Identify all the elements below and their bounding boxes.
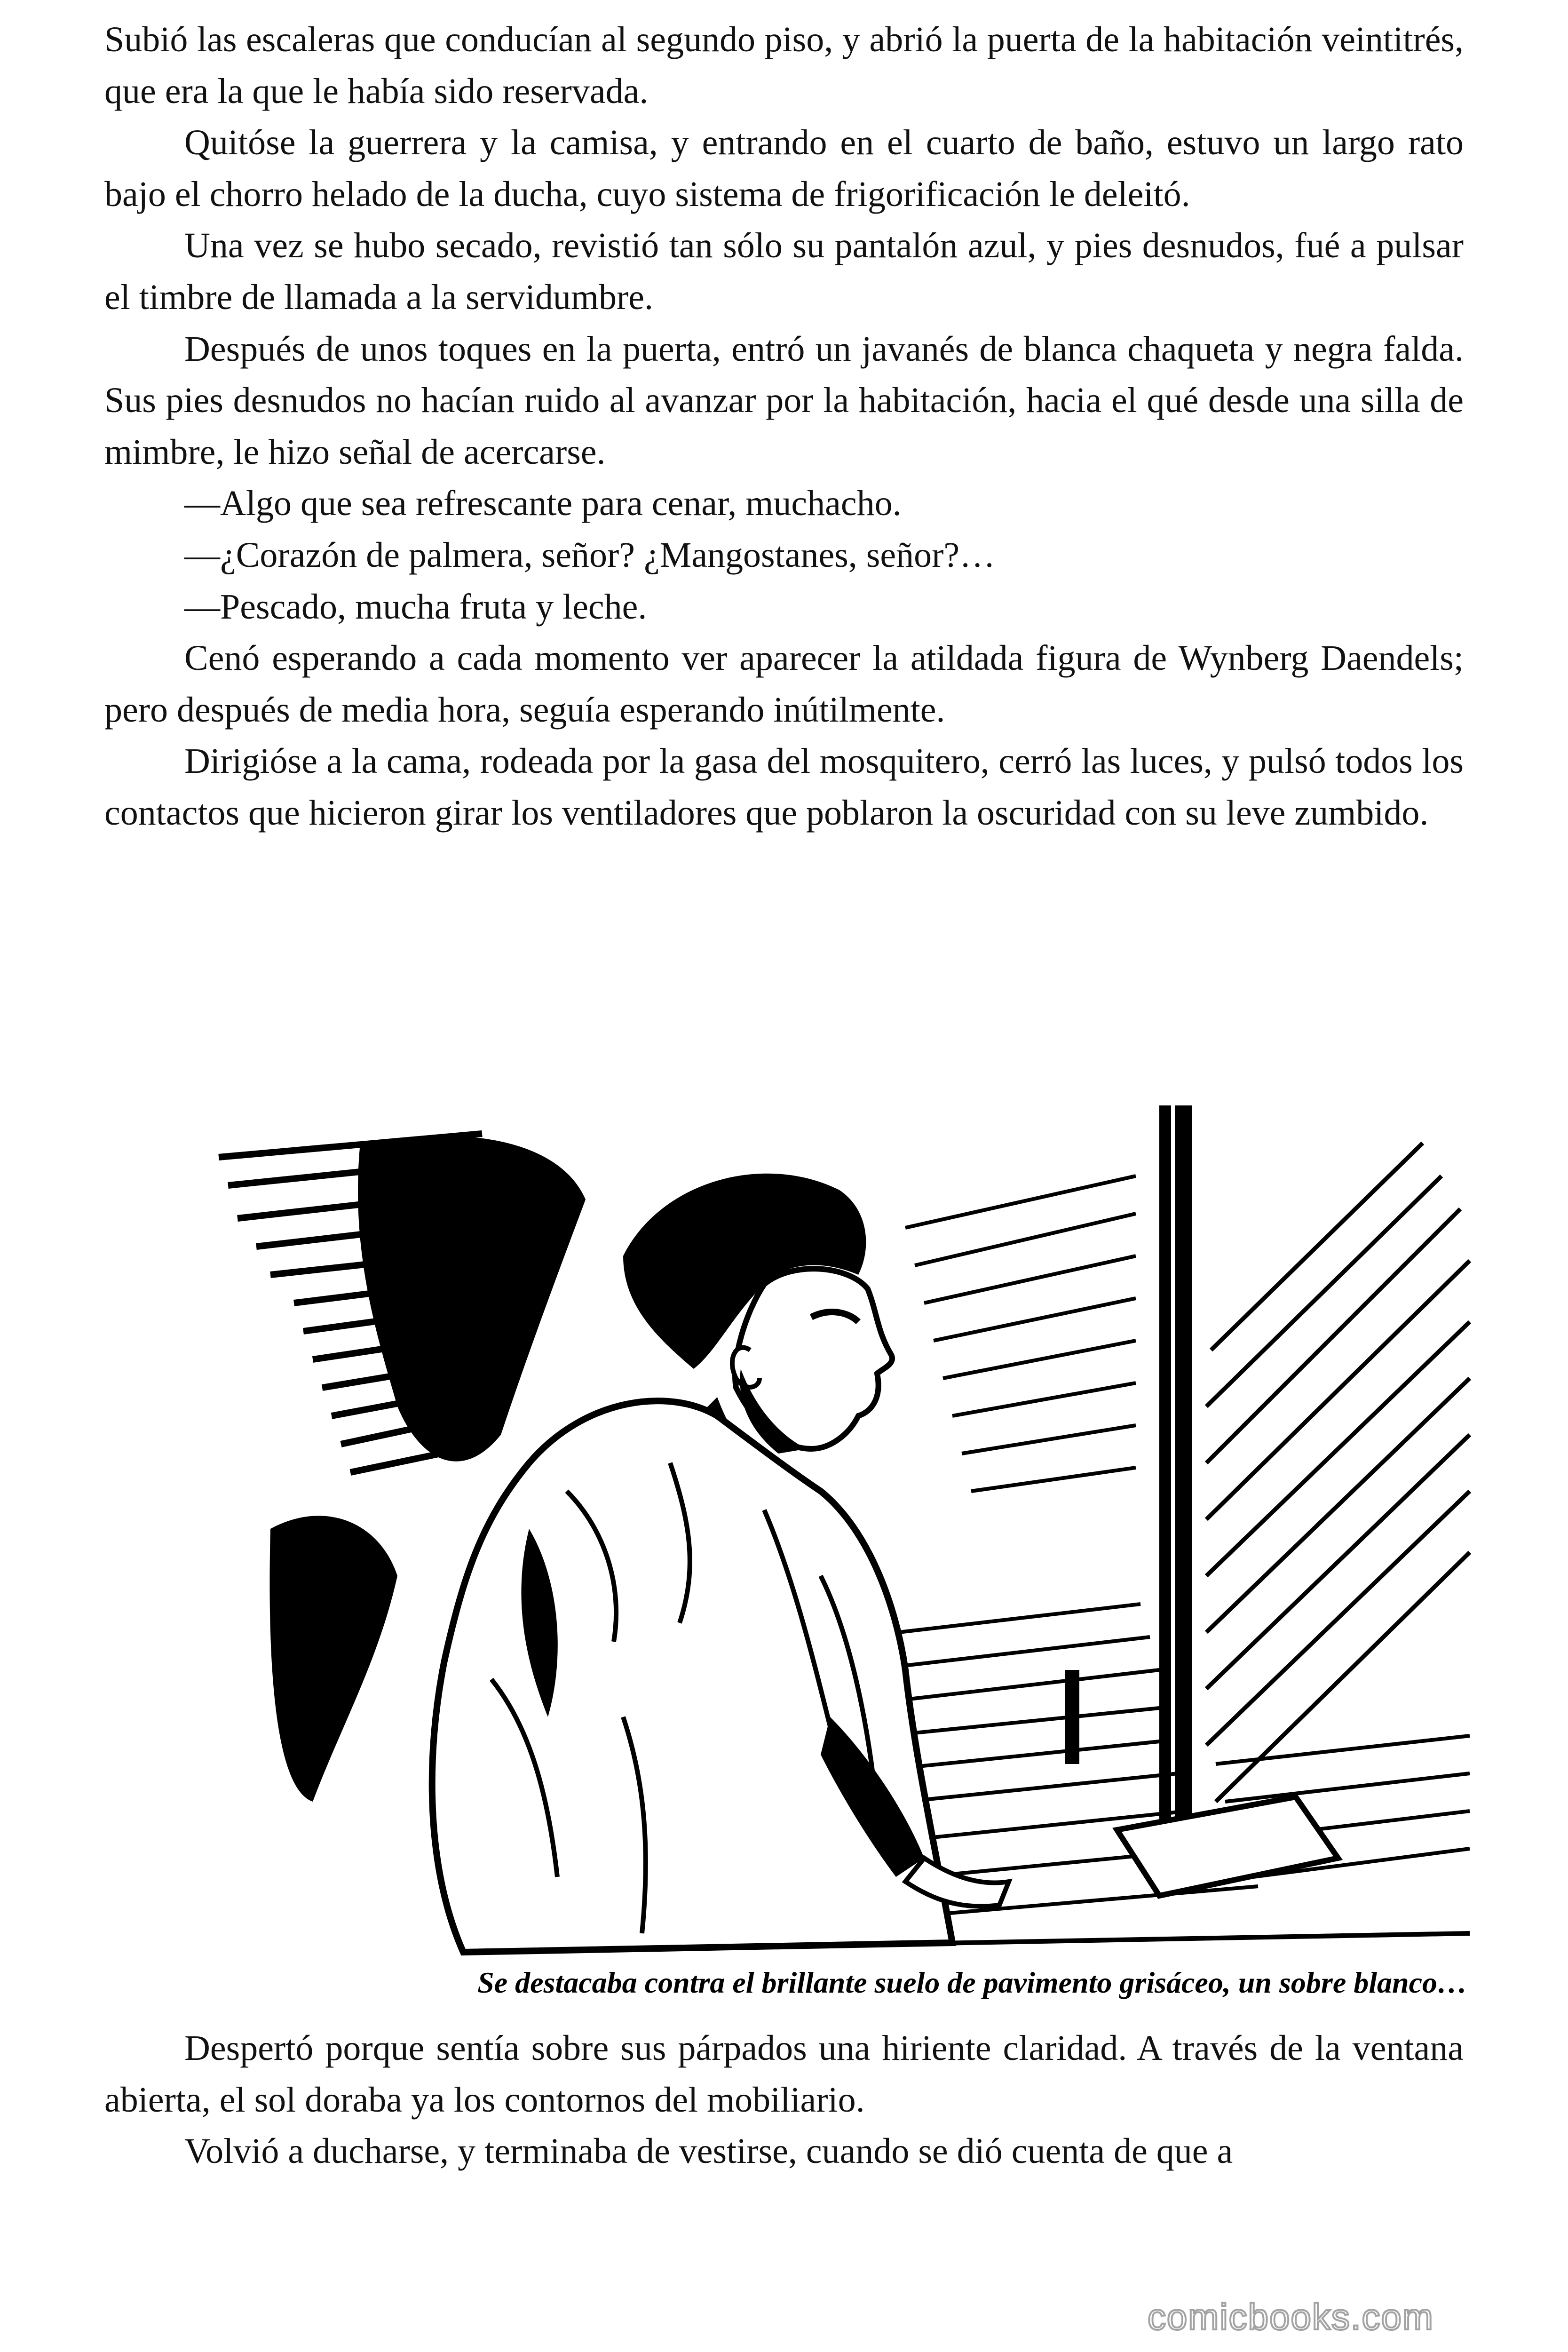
paragraph: Volvió a ducharse, y terminaba de vestirse, cuando se dió cuenta de que a: [184, 2131, 1233, 2171]
watermark: comicbooks.com: [1148, 2296, 1434, 2337]
body-text-bottom: [104, 2023, 1464, 2177]
shadow-mass-lower: [269, 1516, 397, 1802]
paragraph: Subió las escaleras que conducían al segundo piso, y abrió la puerta de la habitación veintitrés, que era la que le había sido reservada.: [104, 20, 1464, 111]
paragraph: Una vez se hubo secado, revistió tan sólo su pantalón azul, y pies desnudos, fué a pulsar el timbre de llamada a la servidumbre.: [104, 226, 1464, 317]
window-post: [1159, 1105, 1192, 1839]
man-shirt: [432, 1401, 952, 1952]
paragraph: Despertó porque sentía sobre sus párpados una hiriente claridad. A través de la ventana abierta, el sol doraba ya los contornos del mobiliario.: [104, 2028, 1464, 2120]
dialogue-line: —Pescado, mucha fruta y leche.: [184, 587, 647, 627]
dialogue-line: —¿Corazón de palmera, señor? ¿Mangostanes, señor?…: [184, 535, 996, 575]
paragraph: Cenó esperando a cada momento ver aparecer la atildada figura de Wynberg Daendels; pero después de media hora, seguía esperando inútilmente.: [104, 638, 1464, 730]
paragraph: Dirigióse a la cama, rodeada por la gasa del mosquitero, cerró las luces, y pulsó todos los contactos que hicieron girar los ventiladores que poblaron la oscuridad con su leve zumbido.: [104, 741, 1464, 833]
window-post-highlight: [1171, 1105, 1175, 1839]
window-hatching: [905, 1176, 1136, 1491]
dialogue-line: —Algo que sea refrescante para cenar, muchacho.: [184, 484, 902, 524]
table-leg: [1065, 1670, 1079, 1764]
illustration-caption: Se destacaba contra el brillante suelo de pavimento grisáceo, un sobre blanco…: [477, 1966, 1467, 1999]
shadow-mass: [358, 1136, 586, 1462]
body-text-top: [104, 14, 1464, 839]
wall-hatching-right: [1206, 1143, 1470, 1802]
paragraph: Después de unos toques en la puerta, entró un javanés de blanca chaqueta y negra falda. Sus pies desnudos no hacían ruido al avanzar por la habitación, hacia el qué desde una silla de mimbre, le hizo señal de acercarse.: [104, 329, 1464, 472]
envelope: [1117, 1797, 1338, 1896]
ink-illustration: [200, 1105, 1474, 1990]
paragraph: Quitóse la guerrera y la camisa, y entrando en el cuarto de baño, estuvo un largo rato bajo el chorro helado de la ducha, cuyo sistema de frigorificación le deleitó.: [104, 123, 1464, 214]
